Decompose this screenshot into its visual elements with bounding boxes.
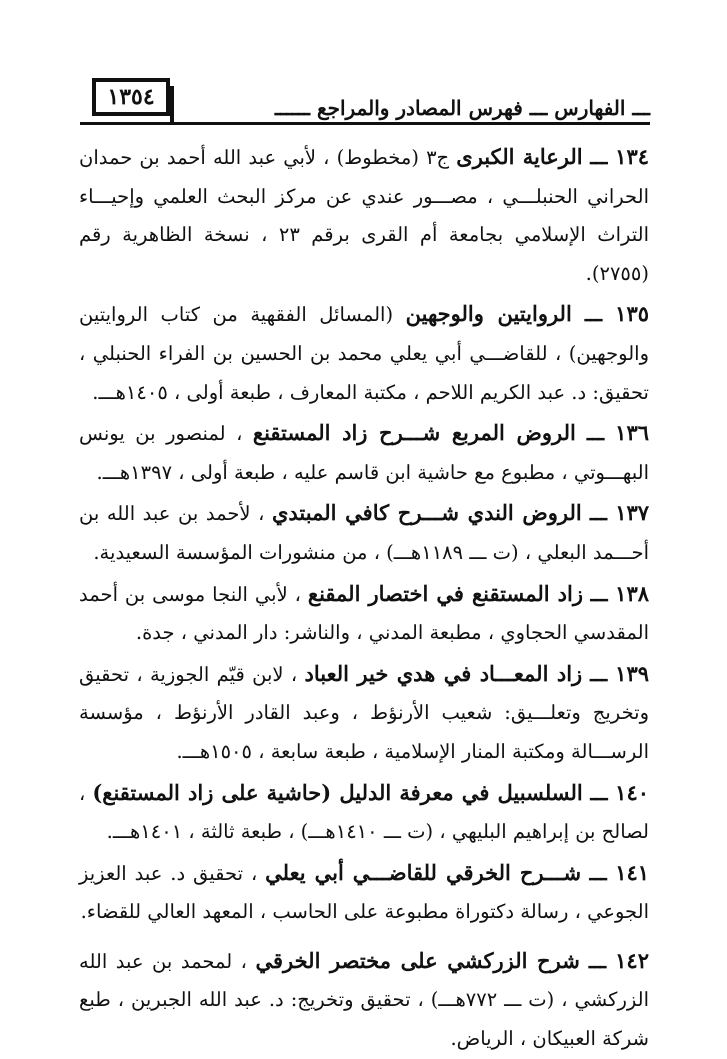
bibliography-entry-134	[79, 138, 649, 293]
bibliography-entry-138	[79, 575, 649, 653]
entry-text: ، لابن قيّم الجوزية ، تحقيق وتخريج وتعلـــيق: شعيب الأرنؤط ، وعبد القادر الأرنؤط ، مؤسسة الرســـالة ومكتبة المنار الإسلامية ، طبعة سابعة ، ١٥٠٥هـــ.	[79, 662, 649, 763]
entry-text: ، لمحمد بن عبد الله الزركشي ، (ت ـــ ٧٧٢هـــ) ، تحقيق وتخريج: د. عبد الله الجبرين ، طبع شركة العبيكان ، الرياض.	[79, 949, 649, 1051]
entry-title: الروض المربع شـــرح زاد المستقنع	[252, 420, 576, 446]
bibliography-entry-142	[79, 942, 649, 1059]
bibliography-entry-140	[79, 774, 649, 852]
header-rule	[80, 122, 650, 125]
entry-dash: ـــ	[582, 582, 616, 606]
entry-number: ١٣٩	[615, 660, 650, 686]
entry-dash: ـــ	[582, 146, 616, 169]
entry-number: ١٣٥	[615, 301, 650, 327]
entry-dash: ـــ	[582, 781, 616, 805]
bibliography-entry-135	[79, 295, 649, 412]
entry-dash: ـــ	[579, 949, 616, 973]
entry-dash: ـــ	[575, 422, 616, 446]
entry-dash: ـــ	[582, 662, 616, 686]
entry-text: ج٣ (مخطوط) ، لأبي عبد الله أحمد بن حمدان الحراني الحنبلـــي ، مصـــور عندي عن مركز البحث العلمي وإحيـــاء التراث الإسلامي بجامعة أم القرى برقم ٢٣ ، نسخة الظاهرية رقم (٢٧٥٥).	[79, 146, 649, 285]
entry-number: ١٤٠	[615, 779, 650, 805]
entry-title: الروايتين والوجهين	[405, 301, 572, 327]
entry-title: السلسبيل في معرفة الدليل (حاشية على زاد المستقنع)	[92, 779, 583, 805]
bibliography-entry-137	[79, 494, 649, 572]
entry-dash: ـــ	[571, 303, 616, 327]
entry-number: ١٣٤	[615, 144, 650, 169]
entry-number: ١٣٧	[615, 500, 650, 526]
entry-text: ، لصالح بن إبراهيم البليهي ، (ت ـــ ١٤١٠هـــ) ، طبعة ثالثة ، ١٤٠١هـــ.	[79, 781, 649, 844]
entry-number: ١٤١	[615, 859, 650, 885]
entry-dash: ـــ	[581, 861, 616, 885]
entry-text: ، لأحمد بن عبد الله بن أحـــمد البعلي ، (ت ـــ ١١٨٩هـــ) ، من منشورات المؤسسة السعيدية.	[79, 502, 649, 564]
entry-title: الروض الندي شـــرح كافي المبتدي	[271, 500, 582, 526]
page-number: ١٣٥٤	[92, 78, 170, 116]
entry-text: ، لمنصور بن يونس البهـــوتي ، مطبوع مع حاشية ابن قاسم عليه ، طبعة أولى ، ١٣٩٧هـــ.	[79, 422, 649, 484]
entry-number: ١٣٨	[615, 580, 650, 606]
entry-title: زاد المستقنع في اختصار المقنع	[307, 580, 583, 606]
entry-text: ، لأبي النجا موسى بن أحمد المقدسي الحجاوي ، مطبعة المدني ، والناشر: دار المدني ، جدة.	[79, 582, 649, 645]
bibliography-entry-139	[79, 655, 649, 772]
bibliography-list	[79, 138, 649, 1059]
entry-number: ١٣٦	[615, 420, 650, 446]
entry-number: ١٤٢	[615, 947, 649, 973]
page-header	[80, 78, 650, 128]
entry-text: (المسائل الفقهية من كتاب الروايتين والوجهين) ، للقاضـــي أبي يعلي محمد بن الحسين بن الفراء الحنبلي ، تحقيق: د. عبد الكريم اللاحم ، مكتبة المعارف ، طبعة أولى ، ١٤٠٥هـــ.	[79, 303, 649, 404]
entry-title: الرعاية الكبرى	[456, 144, 583, 169]
header-title: ـــ الفهارس ـــ فهرس المصادر والمراجع ــــــ	[274, 96, 650, 120]
entry-title: شـــرح الخرقي للقاضـــي أبي يعلي	[265, 859, 582, 885]
entry-text: ، تحقيق د. عبد العزيز الجوعي ، رسالة دكتوراة مطبوعة على الحاسب ، المعهد العالي للقضاء.	[79, 861, 649, 924]
entry-dash: ـــ	[581, 502, 616, 526]
bibliography-entry-136	[79, 414, 649, 492]
bibliography-entry-141	[79, 854, 649, 932]
entry-title: شرح الزركشي على مختصر الخرقي	[255, 947, 580, 973]
entry-title: زاد المعـــاد في هدي خير العباد	[304, 660, 583, 686]
